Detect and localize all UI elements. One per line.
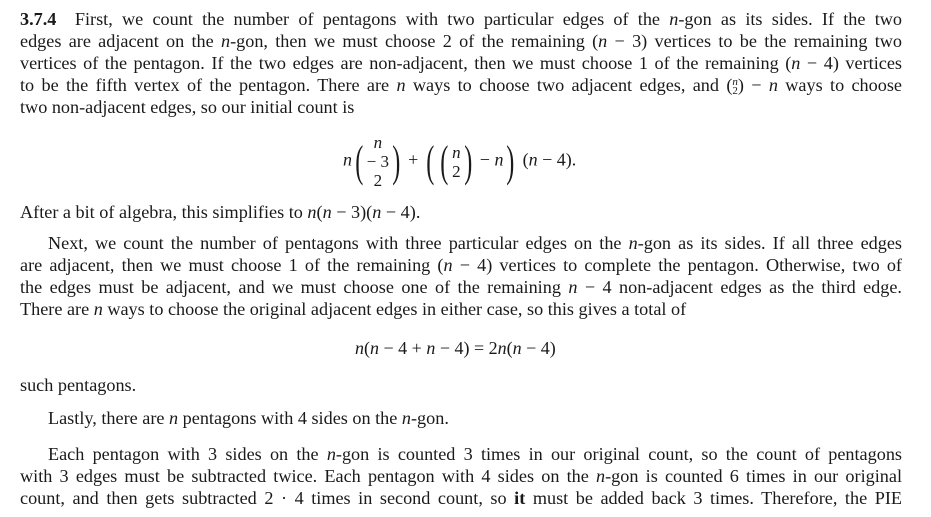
para1-line-2: edges are adjacent on the n-gon, then we must choose 2 of the remaining (n − 3) vertices to be the remaining two xyxy=(20,31,902,51)
eq1-inner-top: n xyxy=(452,142,461,162)
para1-line-4: to be the fifth vertex of the pentagon. There are n ways to choose two adjacent edges, and ( n 2 ) − n ways to choose xyxy=(20,75,902,97)
eq1-binom-bottom: 2 xyxy=(373,171,383,190)
para4-line-1: Each pentagon with 3 sides on the n-gon is counted 3 times in our original count, so the count of pentagons xyxy=(48,444,902,464)
display-equation-2: n(n − 4 + n − 4) = 2n(n − 4) xyxy=(355,338,556,358)
eq1-inner-bottom: 2 xyxy=(452,161,461,181)
para2-line-2: are adjacent, then we must choose 1 of the remaining (n − 4) vertices to complete the pentagon. Otherwise, two of xyxy=(20,255,902,275)
para1-line-1: 3.7.4 First, we count the number of pentagons with two particular edges of the n-gon as its sides. If the two xyxy=(20,9,902,29)
para1-line-3: vertices of the pentagon. If the two edges are non-adjacent, then we must choose 1 of the remaining (n − 4) vertices xyxy=(20,53,902,73)
para3: Lastly, there are n pentagons with 4 sides on the n-gon. xyxy=(48,408,449,428)
para2-line-4: There are n ways to choose the original adjacent edges in either case, so this gives a total of xyxy=(20,299,687,319)
line-after-eq2: such pentagons. xyxy=(20,375,137,395)
para4-line-3: count, and then gets subtracted 2 · 4 times in second count, so it must be added back 3 times. Therefore, the PIE xyxy=(20,488,902,508)
eq1-n: n xyxy=(343,149,352,170)
display-equation-1: n( n − 3 2 ) + ( ( n 2 ) − n) (n − 4). xyxy=(343,133,577,190)
para4-line-2: with 3 edges must be subtracted twice. Each pentagon with 4 sides on the n-gon is counted 6 times in our original xyxy=(20,466,902,486)
para2-line-3: the edges must be adjacent, and we must choose one of the remaining n − 4 non-adjacent edges as the third edge. xyxy=(20,277,902,297)
para1-line-5: two non-adjacent edges, so our initial count is xyxy=(20,97,355,117)
line-after-eq1: After a bit of algebra, this simplifies to n(n − 3)(n − 4). xyxy=(20,202,421,222)
eq1-plus: + xyxy=(408,149,419,170)
para2-line-1: Next, we count the number of pentagons with three particular edges on the n-gon as its sides. If all three edges xyxy=(48,233,902,253)
section-number: 3.7.4 xyxy=(20,9,57,29)
